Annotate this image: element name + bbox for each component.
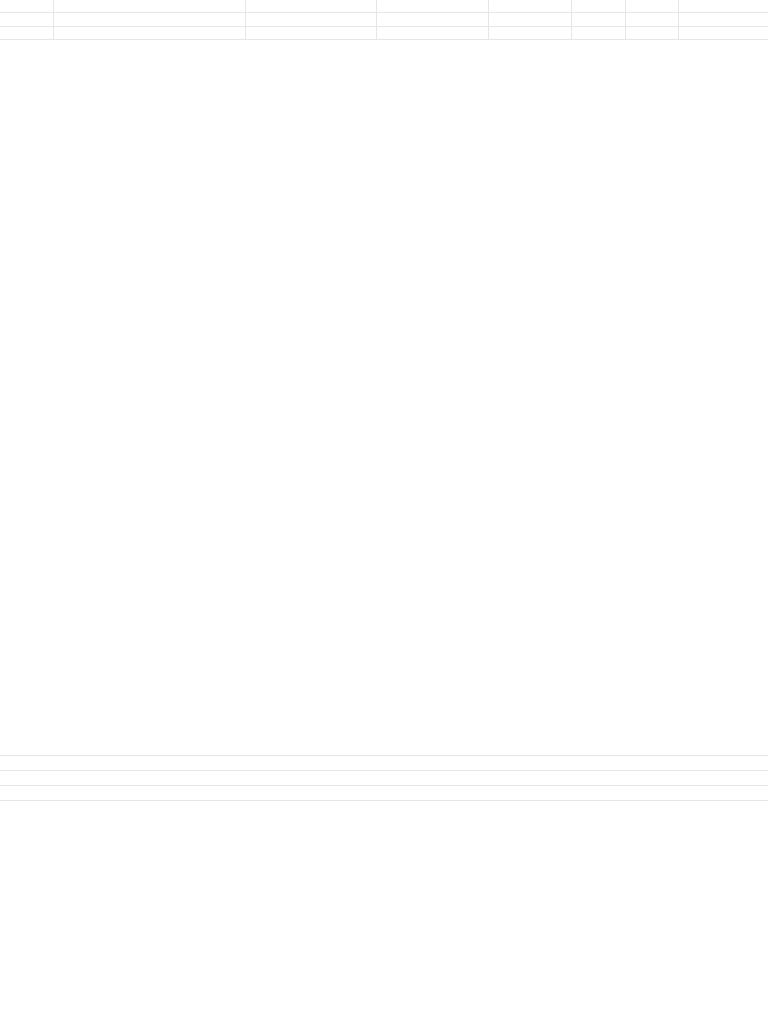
entry-account [490,178,570,200]
entry-credit [628,344,678,356]
entry-account [546,570,570,582]
col-header-calculos [680,41,766,64]
entry-account [490,716,570,728]
entry-credit [628,183,678,195]
entry-account [530,344,570,356]
col-header-datos [247,41,375,64]
entry-credit [628,710,678,722]
entry-debit [574,542,624,554]
col-header-planteo [55,41,243,64]
entry-account [490,318,570,330]
entry-account [490,678,570,690]
entry-account [490,542,570,554]
entry-credit [628,691,678,703]
entry-debit [574,318,624,330]
entry-account [528,691,570,703]
entry-credit [628,570,678,582]
entry-note [490,202,570,214]
entry-account [490,161,570,173]
entry-debit [574,678,624,690]
entry-debit [574,161,624,173]
entry-credit [628,357,678,369]
entry-account [534,357,570,369]
col-header-resolucion [490,41,570,64]
col-header-operacion [379,41,487,64]
